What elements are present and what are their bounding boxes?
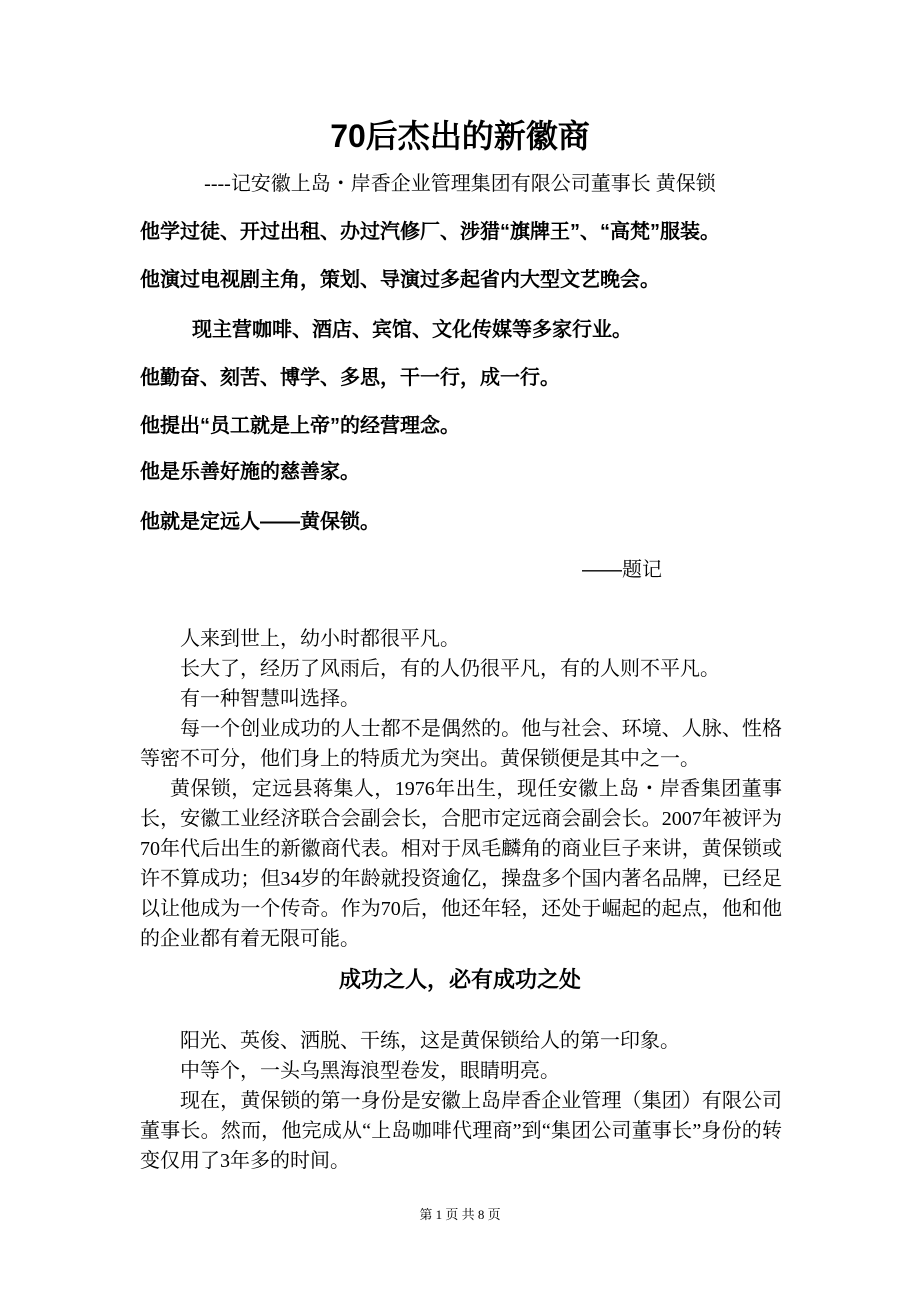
tagline-7: 他就是定远人——黄保锁。 [140, 511, 380, 533]
body-paragraph: 人来到世上，幼小时都很平凡。 [180, 628, 460, 650]
body-paragraph: 中等个，一头乌黑海浪型卷发，眼睛明亮。 [180, 1060, 560, 1082]
intro-section [140, 624, 782, 954]
tagline-1: 他学过徒、开过出租、办过汽修厂、涉猎“旗牌王”、“高梵”服装。 [140, 221, 720, 243]
tagline-3: 现主营咖啡、酒店、宾馆、文化传媒等多家行业。 [192, 319, 632, 341]
body-paragraph: 黄保锁，定远县蒋集人，1976年出生，现任安徽上岛・岸香集团董事长，安徽工业经济联合会副会长，合肥市定远商会副会长。2007年被评为70年代后出生的新徽商代表。相对于凤毛麟角的商业巨子来讲，黄保锁或许不算成功；但34岁的年龄就投资逾亿，操盘多个国内著名品牌，已经足以让他成为一个传奇。作为70后，他还年轻，还处于崛起的起点，他和他的企业都有着无限可能。 [140, 778, 782, 950]
body-paragraph: 有一种智慧叫选择。 [180, 688, 360, 710]
tagline-4: 他勤奋、刻苦、博学、多思，干一行，成一行。 [140, 367, 560, 389]
tagline-2: 他演过电视剧主角，策划、导演过多起省内大型文艺晚会。 [140, 269, 660, 291]
document-subtitle: ----记安徽上岛・岸香企业管理集团有限公司董事长 黄保锁 [204, 173, 716, 195]
epigraph-signature: ——题记 [582, 559, 662, 581]
profile-section [140, 1026, 782, 1176]
document-title: 70后杰出的新徽商 [330, 118, 590, 154]
body-paragraph: 长大了，经历了风雨后，有的人仍很平凡，有的人则不平凡。 [180, 658, 720, 680]
section-heading: 成功之人，必有成功之处 [338, 967, 581, 992]
body-paragraph: 每一个创业成功的人士都不是偶然的。他与社会、环境、人脉、性格等密不可分，他们身上的特质尤为突出。黄保锁便是其中之一。 [140, 718, 782, 770]
body-paragraph: 现在，黄保锁的第一身份是安徽上岛岸香企业管理（集团）有限公司董事长。然而，他完成从“上岛咖啡代理商”到“集团公司董事长”身份的转变仅用了3年多的时间。 [140, 1090, 782, 1172]
tagline-6: 他是乐善好施的慈善家。 [140, 461, 360, 483]
page-footer: 第 1 页 共 8 页 [419, 1207, 501, 1222]
tagline-5: 他提出“员工就是上帝”的经营理念。 [140, 415, 460, 437]
body-paragraph: 阳光、英俊、洒脱、干练，这是黄保锁给人的第一印象。 [180, 1030, 680, 1052]
